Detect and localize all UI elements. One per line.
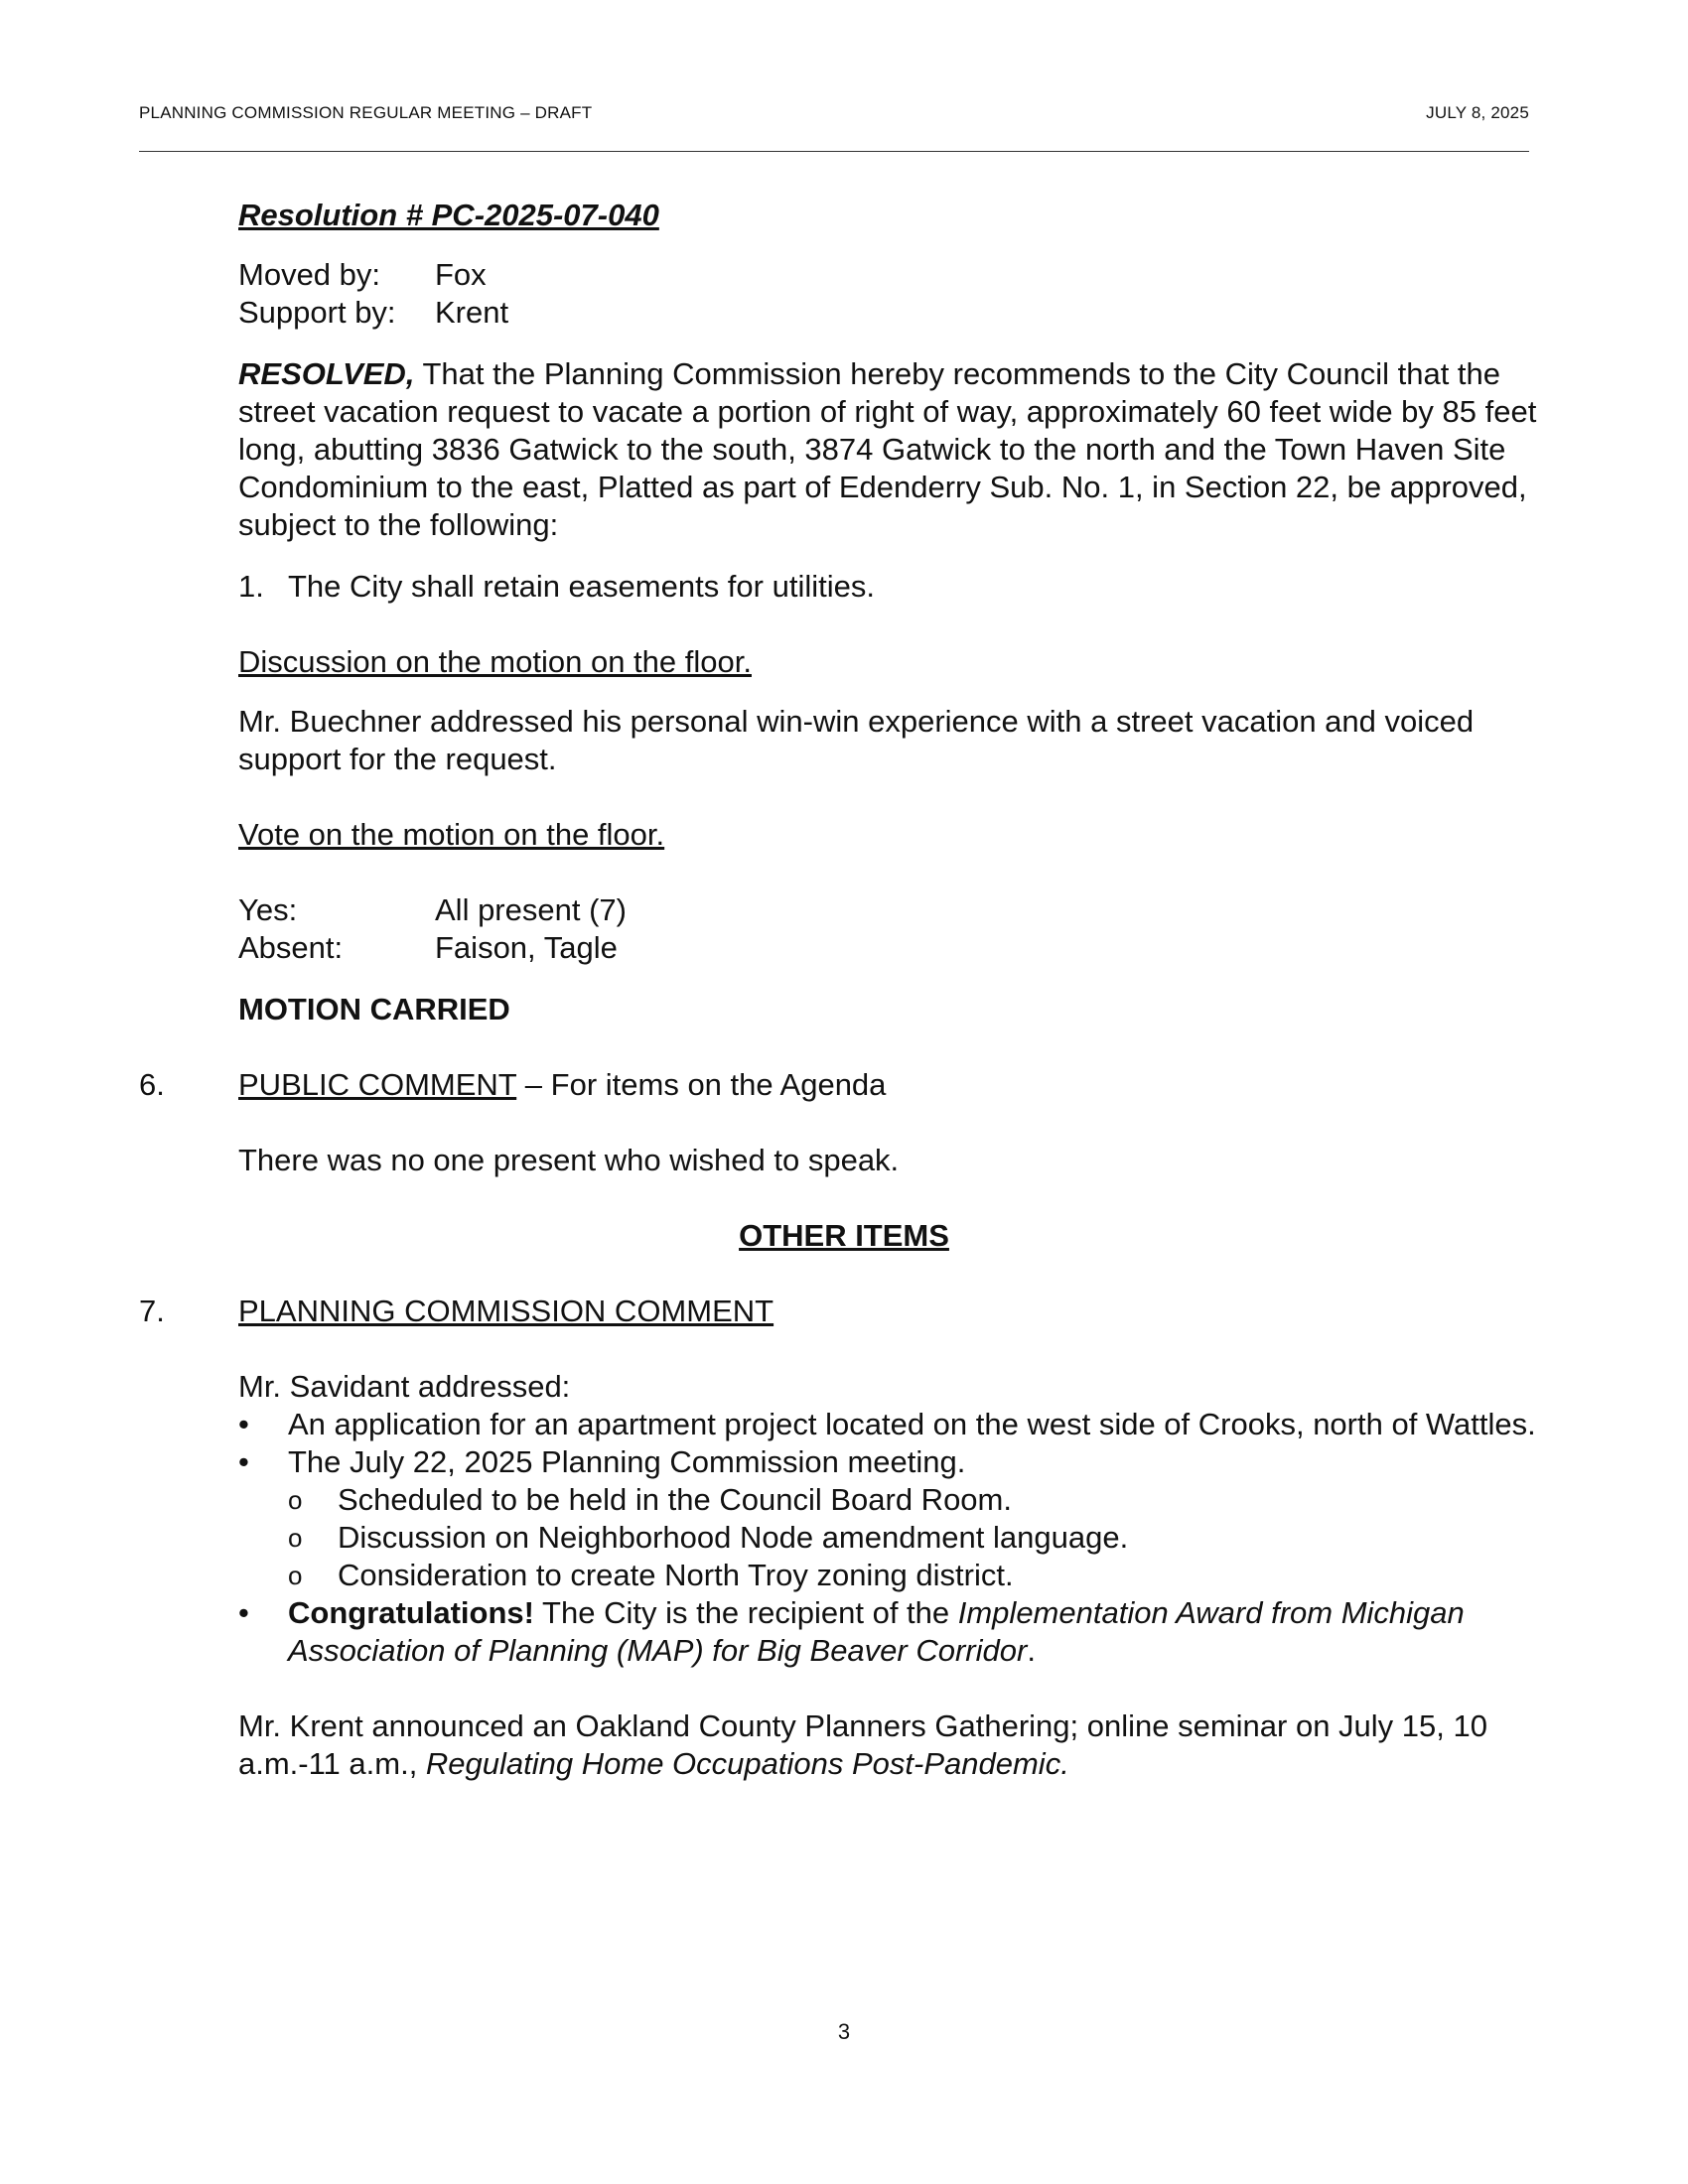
vote-yes-value: All present (7): [435, 892, 627, 927]
vote-yes-row: [238, 891, 1559, 929]
header-date: JULY 8, 2025: [1426, 103, 1529, 122]
section-6-subtitle: – For items on the Agenda: [516, 1067, 887, 1102]
resolved-paragraph: [238, 355, 1559, 544]
other-items-heading: OTHER ITEMS: [739, 1218, 949, 1253]
header-title: PLANNING COMMISSION REGULAR MEETING – DRAFT: [139, 103, 593, 122]
motion-result: MOTION CARRIED: [238, 992, 510, 1026]
condition-text: The City shall retain easements for utilities.: [288, 569, 875, 604]
savidant-list: [238, 1406, 1559, 1670]
vote-absent-label: Absent:: [238, 930, 344, 965]
sub-1-text: Scheduled to be held in the Council Board Room.: [338, 1482, 1012, 1517]
seminar-title: Regulating Home Occupations Post-Pandemic.: [425, 1746, 1069, 1781]
moved-by-row: [238, 256, 1559, 294]
section-6-heading: [139, 1066, 1559, 1104]
sub-bullet-marker: o: [288, 1561, 303, 1590]
support-by-row: [238, 294, 1559, 332]
list-item: [238, 1443, 1559, 1594]
resolution-title: Resolution # PC-2025-07-040: [238, 198, 659, 232]
discussion-heading: Discussion on the motion on the floor.: [238, 644, 752, 679]
savidant-intro: Mr. Savidant addressed:: [238, 1369, 571, 1404]
section-7-heading: [139, 1293, 1559, 1330]
sub-2-text: Discussion on Neighborhood Node amendment language.: [338, 1520, 1129, 1555]
bullet-3-text: The City is the recipient of the: [534, 1595, 958, 1630]
award-name: Implementation Award from Michigan Association of Planning (MAP) for Big Beaver Corridor: [288, 1595, 1465, 1668]
moved-by-label: Moved by:: [238, 257, 381, 292]
bullet-marker: •: [238, 1407, 249, 1441]
moved-by-value: Fox: [435, 257, 487, 292]
section-7-title: PLANNING COMMISSION COMMENT: [238, 1294, 774, 1328]
sub-bullet-marker: o: [288, 1523, 303, 1553]
vote-absent-value: Faison, Tagle: [435, 930, 618, 965]
list-item: [288, 1519, 1559, 1557]
list-item: [288, 1557, 1559, 1594]
bullet-3-end: .: [1027, 1633, 1036, 1668]
vote-yes-label: Yes:: [238, 892, 298, 927]
section-7-number: 7.: [139, 1294, 165, 1328]
support-by-value: Krent: [435, 295, 509, 330]
page-number: 3: [837, 2019, 851, 2044]
vote-heading: Vote on the motion on the floor.: [238, 817, 665, 852]
krent-paragraph: [238, 1707, 1559, 1783]
discussion-text: Mr. Buechner addressed his personal win-win experience with a street vacation and voiced support for the request.: [238, 704, 1475, 776]
section-6-text: There was no one present who wished to speak.: [238, 1143, 900, 1177]
page-header: [139, 99, 1529, 152]
bullet-marker: •: [238, 1595, 249, 1630]
bullet-marker: •: [238, 1444, 249, 1479]
list-item: [288, 1481, 1559, 1519]
bullet-2-text: The July 22, 2025 Planning Commission meeting.: [288, 1444, 966, 1479]
section-6-number: 6.: [139, 1067, 165, 1102]
vote-absent-row: [238, 929, 1559, 967]
document-body: [139, 197, 1559, 1783]
sub-bullet-marker: o: [288, 1485, 303, 1515]
support-by-label: Support by:: [238, 295, 396, 330]
resolved-lead: RESOLVED,: [238, 356, 415, 391]
list-item: [238, 1594, 1559, 1670]
meeting-sublist: [288, 1481, 1559, 1594]
resolved-text: That the Planning Commission hereby recommends to the City Council that the street vacation request to vacate a portion of right of way, approximately 60 feet wide by 85 feet long, abutting 3836 Gatwick to the south, 3874 Gatwick to the north and the Town Haven Site Condominium to the east, Platted as part of Edenderry Sub. No. 1, in Section 22, be approved, subject to the following:: [238, 356, 1537, 542]
section-6-title: PUBLIC COMMENT: [238, 1067, 517, 1102]
congratulations-text: Congratulations!: [288, 1595, 534, 1630]
condition-item: [238, 568, 1559, 606]
condition-number: 1.: [238, 569, 264, 604]
list-item: [238, 1406, 1559, 1443]
sub-3-text: Consideration to create North Troy zoning district.: [338, 1558, 1014, 1592]
krent-text: Mr. Krent announced an Oakland County Planners Gathering; online seminar on July 15, 10 a.m.-11 a.m.,: [238, 1708, 1487, 1781]
bullet-1-text: An application for an apartment project located on the west side of Crooks, north of Wattles.: [288, 1407, 1536, 1441]
